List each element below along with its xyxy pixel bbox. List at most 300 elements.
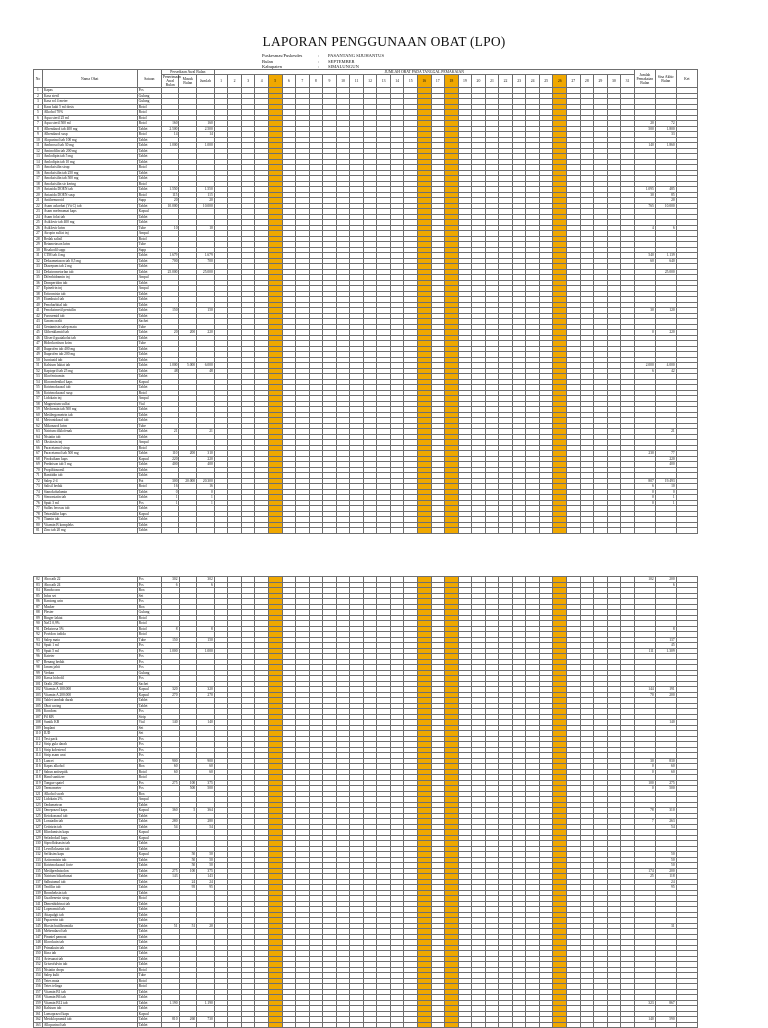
cell-nama-obat: Antasida DOEN tab [42,187,137,193]
cell-no: 51 [34,363,43,369]
cell-sisa: 1.860 [655,143,676,149]
cell-day [580,528,594,534]
cell-no: 53 [34,374,43,380]
cell-no: 62 [34,423,43,429]
meta-value: SIMALUNGUN [328,64,359,70]
cell-day [472,528,486,534]
cell-no: 37 [34,286,43,292]
cell-sisa: 77 [655,451,676,457]
cell-satuan: Botol [137,445,161,451]
cell-no: 94 [34,643,43,649]
cell-no: 81 [34,528,43,534]
cell-nama-obat: Ringer laktat [42,615,137,621]
cell-satuan: Tablet [137,352,161,358]
cell-satuan: Pcs [137,747,161,753]
cell-nama-obat: Dekstrosa 5% [42,626,137,632]
cell-no: 82 [34,577,43,583]
cell-penerimaan: 48 [161,368,179,374]
cell-no: 91 [34,626,43,632]
cell-no: 16 [34,170,43,176]
cell-no: 46 [34,335,43,341]
cell-pemakaian: 4 [634,225,655,231]
cell-satuan: Box [137,791,161,797]
cell-nama-obat: Implant [42,725,137,731]
cell-jumlah: 1 [197,500,215,506]
cell-no: 48 [34,346,43,352]
cell-no: 41 [34,308,43,314]
day-header: 25 [539,75,553,88]
cell-satuan: Botol [137,132,161,138]
cell-nama-obat: Kasa steril [42,93,137,99]
cell-day [255,528,269,534]
cell-no: 47 [34,341,43,347]
cell-no: 77 [34,506,43,512]
cell-satuan: Pcs [137,659,161,665]
cell-nama-obat: Kotrimoksazol tab [42,385,137,391]
cell-no: 121 [35,791,41,796]
cell-nama-obat: Jarum jahit [42,665,137,671]
cell-satuan: Pcs [137,500,161,506]
cell-satuan: Botol [137,115,161,121]
cell-nama-obat: Lancet [42,758,137,764]
cell-satuan: Tablet [137,418,161,424]
cell-pemakaian: 30 [634,758,655,764]
cell-no: 88 [34,610,43,616]
cell-no: 56 [34,390,43,396]
cell-penerimaan: 110 [161,451,179,457]
cell-satuan: Gulung [137,670,161,676]
cell-penerimaan: 10 [161,225,179,231]
cell-pemakaian: 0 [634,500,655,506]
cell-satuan: Botol [137,621,161,627]
cell-penerimaan: 150 [161,308,179,314]
cell-no: 4 [34,104,43,110]
day-header: 26 [553,75,567,88]
day-header: 6 [282,75,296,88]
cell-no: 25 [34,220,43,226]
cell-satuan: Pcs [137,786,161,792]
cell-no: 102 [35,687,41,692]
cell-no: 31 [34,253,43,259]
cell-nama-obat: Klorfeniramin [42,374,137,380]
cell-nama-obat: Kantong urin [42,599,137,605]
cell-no: 9 [34,132,43,138]
cell-no: 52 [34,368,43,374]
cell-satuan: Strip [137,714,161,720]
cell-satuan: Botol [137,615,161,621]
cell-nama-obat: Amoksisilin tab 250 mg [42,170,137,176]
cell-nama-obat: Oralit 200 ml [42,681,137,687]
cell-no: 10 [34,137,43,143]
meta-colon: : [318,64,320,70]
cell-nama-obat: Kasa rol 4 meter [42,99,137,105]
day-header: 23 [512,75,526,88]
cell-jumlah: 8 [197,626,215,632]
meta-label: Kabupaten [262,64,282,70]
cell-jumlah: 115 [197,192,215,198]
cell-masuk: 500 [179,786,197,792]
cell-satuan: Tablet [137,473,161,479]
cell-nama-obat: Tongue spatel [42,780,137,786]
cell-satuan: Box [137,764,161,770]
cell-no: 96 [34,654,43,660]
cell-no: 27 [34,231,43,237]
cell-nama-obat: Antihemoroid [42,198,137,204]
cell-pemakaian: 6 [634,484,655,490]
cell-no: 38 [34,291,43,297]
cell-no: 54 [34,379,43,385]
cell-satuan: Pcs [137,780,161,786]
cell-nama-obat: Amoksisilin tab 500 mg [42,176,137,182]
cell-nama-obat: Natrium diklofenak [42,429,137,435]
cell-satuan: Tablet [137,137,161,143]
col-sisa-header: Sisa Akhir Bulan [655,70,676,88]
cell-pemakaian: 1.095 [634,187,655,193]
cell-sisa: 640 [655,258,676,264]
cell-satuan: Tablet [137,297,161,303]
cell-penerimaan: 150 [161,637,179,643]
day-header: 7 [296,75,310,88]
cell-satuan: Botol [137,181,161,187]
cell-nama-obat: Isoniazid tab [42,357,137,363]
cell-satuan: Tablet [137,148,161,154]
cell-sisa: 33 [655,132,676,138]
cell-satuan: Pcs [137,577,161,583]
cell-jumlah: 1 [197,495,215,501]
cell-day [417,528,431,534]
cell-satuan: Tablet [137,346,161,352]
cell-satuan: Tablet [137,214,161,220]
cell-no: 36 [34,280,43,286]
meta-label: Bulan [262,58,273,64]
cell-penerimaan: 1 [161,500,179,506]
cell-satuan: Pcs [137,753,161,759]
cell-satuan: Sachet [137,681,161,687]
cell-day [228,528,242,534]
cell-no: 95 [34,648,43,654]
cell-nama-obat: Piroksikam kaps [42,456,137,462]
cell-nama-obat: Amlodipin tab 5 mg [42,154,137,160]
cell-no: 21 [34,198,43,204]
cell-no: 35 [34,275,43,281]
cell-no: 109 [35,725,41,730]
cell-ket [676,528,697,534]
col-no-header: No [34,70,43,88]
cell-pemakaian: 102 [634,577,655,583]
cell-nama-obat: Furosemid tab [42,313,137,319]
day-header: 11 [350,75,364,88]
usage-table-page-1 [33,69,698,534]
cell-jumlah: 10 [197,225,215,231]
cell-satuan: Tablet [137,407,161,413]
cell-satuan: Tablet [137,258,161,264]
cell-pemakaian: 6 [634,368,655,374]
cell-nama-obat: Alkohol 70% [42,110,137,116]
cell-pemakaian: 60 [634,258,655,264]
cell-satuan: Botol [137,632,161,638]
cell-satuan: Tube [137,341,161,347]
cell-jumlah: 220 [197,456,215,462]
cell-nama-obat: Kaus kaki 5 ml dosis [42,104,137,110]
cell-day [241,528,255,534]
cell-nama-obat: Asiklovir tab 400 mg [42,220,137,226]
cell-nama-obat: Vitamin B kompleks [42,522,137,528]
day-header: 3 [241,75,255,88]
cell-satuan: Pcs [137,643,161,649]
cell-sisa: 6 [655,225,676,231]
cell-nama-obat: Paracetamol sirup [42,445,137,451]
cell-no: 80 [34,522,43,528]
cell-penerimaan: 400 [161,462,179,468]
cell-satuan: Supp [137,247,161,253]
col-penerimaan-header: Penerimaan Awal Bulan [162,75,181,87]
cell-nama-obat: Hidrokortison krim [42,341,137,347]
cell-penerimaan: 220 [161,456,179,462]
cell-no: 63 [34,429,43,435]
cell-sisa: 830 [655,758,676,764]
cell-satuan: Ampul [137,231,161,237]
cell-nama-obat: Metronidazol tab [42,418,137,424]
cell-sisa: 275 [655,780,676,786]
cell-satuan: Pot [137,478,161,484]
cell-nama-obat: Tablet tambah darah [42,698,137,704]
cell-satuan: Pcs [137,88,161,94]
cell-satuan: Tablet [137,385,161,391]
cell-no: 87 [34,604,43,610]
cell-nama-obat: Suntik KB [42,720,137,726]
cell-nama-obat: Tetrasiklin kaps [42,511,137,517]
cell-day [526,528,540,534]
cell-sisa: 10 [655,484,676,490]
cell-nama-obat: Kateter [42,654,137,660]
cell-no: 117 [35,769,41,774]
cell-jumlah: 1.550 [197,187,215,193]
cell-satuan: Tablet [137,154,161,160]
cell-nama-obat: Gliseril guaiakolat tab [42,335,137,341]
cell-nama-obat: Kapas [42,88,137,94]
day-header: 18 [445,75,459,88]
cell-day [323,528,337,534]
cell-sisa: 500 [655,786,676,792]
cell-satuan: Pcs [137,654,161,660]
meta-colon: : [318,58,320,64]
cell-satuan: Botol [137,192,161,198]
cell-satuan: Tablet [137,698,161,704]
cell-nama-obat: Antasida DOEN susp [42,192,137,198]
cell-no: 75 [34,495,43,501]
cell-no: 50 [34,357,43,363]
cell-pemakaian: 230 [634,451,655,457]
day-header: 12 [363,75,377,88]
cell-nama-obat: Epinefrin inj [42,286,137,292]
cell-no: 73 [34,484,43,490]
cell-satuan: Tablet [137,253,161,259]
cell-no: 85 [34,593,43,599]
cell-no: 119 [35,780,41,785]
day-header: 13 [377,75,391,88]
cell-pemakaian: 20 [634,121,655,127]
cell-no: 68 [34,456,43,462]
cell-day [296,528,310,534]
cell-no: 14 [34,159,43,165]
cell-nama-obat: Handscoon [42,588,137,594]
cell-satuan: Botol [137,104,161,110]
cell-satuan: Vial [137,401,161,407]
cell-penerimaan: 14 [161,132,179,138]
cell-day [336,528,350,534]
cell-satuan: Botol [137,236,161,242]
cell-no: 76 [34,500,43,506]
cell-nama-obat: Eritromisin tab [42,291,137,297]
cell-no: 90 [34,621,43,627]
day-header: 21 [485,75,499,88]
day-header: 9 [323,75,337,88]
cell-no: 72 [34,478,43,484]
cell-jumlah: 400 [197,462,215,468]
cell-sisa: 19.493 [655,478,676,484]
report-meta [262,53,384,70]
cell-no: 19 [34,187,43,193]
cell-pemakaian: 0 [634,489,655,495]
cell-satuan: Botol [137,110,161,116]
cell-pemakaian: 111 [634,648,655,654]
cell-no: 78 [34,511,43,517]
cell-jumlah: 900 [197,758,215,764]
cell-jumlah: 14 [197,132,215,138]
cell-nama-obat: CTM tab 4 mg [42,253,137,259]
cell-satuan: Tablet [137,126,161,132]
cell-day [282,528,296,534]
cell-day [404,528,418,534]
cell-satuan: Ampul [137,440,161,446]
cell-no: 99 [34,670,43,676]
cell-satuan: Tablet [137,434,161,440]
meta-value: PASANTANG SIJUHANTUS [328,53,384,58]
day-header: 8 [309,75,323,88]
cell-nama-obat: Asiklovir krim [42,225,137,231]
cell-sisa: 200 [655,577,676,583]
cell-jumlah: 60 [197,769,215,775]
cell-satuan: Pcs [137,742,161,748]
cell-nama-obat: Simvastatin tab [42,495,137,501]
cell-no: 103 [35,692,41,697]
cell-no: 3 [34,99,43,105]
cell-nama-obat: Metformin tab 500 mg [42,407,137,413]
cell-satuan: Ampul [137,396,161,402]
cell-satuan: Pcs [137,599,161,605]
cell-nama-obat: Fenobarbital tab [42,302,137,308]
cell-pemakaian: 0 [634,495,655,501]
cell-day [607,528,621,534]
cell-nama-obat: Termometer [42,786,137,792]
cell-nama-obat: Alkohol swab [42,791,137,797]
cell-day [553,528,567,534]
cell-satuan: Tablet [137,495,161,501]
cell-nama-obat: Propiltiourasil [42,467,137,473]
cell-no: 92 [34,632,43,638]
cell-penerimaan: 160 [161,121,179,127]
cell-day [268,528,282,534]
cell-penerimaan: 60 [161,764,179,770]
cell-nama-obat: Sabun antiseptik [42,769,137,775]
cell-jumlah: 700 [197,258,215,264]
cell-satuan: Tablet [137,357,161,363]
cell-sisa: 60 [655,764,676,770]
meta-colon: : [318,53,320,58]
cell-nama-obat: Sianokobalamin [42,489,137,495]
cell-pemakaian: 30 [634,308,655,314]
cell-satuan: Sachet [137,319,161,325]
usage-table-page-2 [33,576,698,1028]
cell-jumlah: 20.300 [197,478,215,484]
cell-satuan: Tablet [137,363,161,369]
cell-nama-obat: Sulfas ferosus tab [42,506,137,512]
cell-nama-obat: Albendazol susp [42,132,137,138]
cell-pemakaian: 765 [634,203,655,209]
cell-sisa: 45 [655,643,676,649]
cell-nama-obat: Fenoksimetil penisilin [42,308,137,314]
cell-no: 65 [34,440,43,446]
cell-nama-obat: Povidon iodida [42,632,137,638]
cell-masuk: 200 [179,330,197,336]
cell-satuan: Tablet [137,313,161,319]
cell-nama-obat: Oksitosin inj [42,440,137,446]
cell-no: 6 [34,115,43,121]
cell-no: 74 [34,489,43,495]
cell-penerimaan: 275 [161,780,179,786]
cell-no: 1 [34,88,43,94]
cell-satuan: Tablet [137,302,161,308]
day-header: 1 [214,75,228,88]
cell-no: 118 [35,775,41,780]
cell-nama-obat: Salep mata [42,637,137,643]
cell-jumlah: 60 [197,764,215,770]
cell-nama-obat: Magnesium sulfat [42,401,137,407]
day-header: 24 [526,75,540,88]
cell-no: 42 [34,313,43,319]
cell-no: 111 [35,736,41,741]
cell-no: 20 [34,192,43,198]
cell-day [431,528,445,534]
cell-sisa: 0 [655,489,676,495]
cell-nama-obat: Test pack [42,736,137,742]
cell-nama-obat: Difenhidramin inj [42,275,137,281]
col-nama-header: Nama Obat [42,70,137,88]
cell-masuk: 100 [179,780,197,786]
cell-day [594,528,608,534]
cell-sisa: 485 [655,187,676,193]
cell-penerimaan: 20 [161,330,179,336]
cell-penerimaan: 60 [161,769,179,775]
cell-satuan: Pcs [137,709,161,715]
cell-pemakaian: 30 [634,192,655,198]
cell-penerimaan: 25.000 [161,269,179,275]
cell-penerimaan: 140 [161,720,179,726]
cell-satuan: Tablet [137,368,161,374]
cell-satuan: Vial [137,720,161,726]
col-satuan-header: Satuan [137,70,161,88]
cell-sisa: 120 [655,308,676,314]
cell-nama-obat: Spuit 5 ml [42,648,137,654]
day-header: 29 [594,75,608,88]
cell-satuan: Tube [137,225,161,231]
cell-jumlah: 16 [197,484,215,490]
cell-satuan: Botol [137,769,161,775]
cell-nama-obat: Salisil bedak [42,484,137,490]
cell-nama-obat: Kaptopril tab 25 mg [42,368,137,374]
cell-sisa: 1.309 [655,648,676,654]
cell-satuan: Tablet [137,220,161,226]
